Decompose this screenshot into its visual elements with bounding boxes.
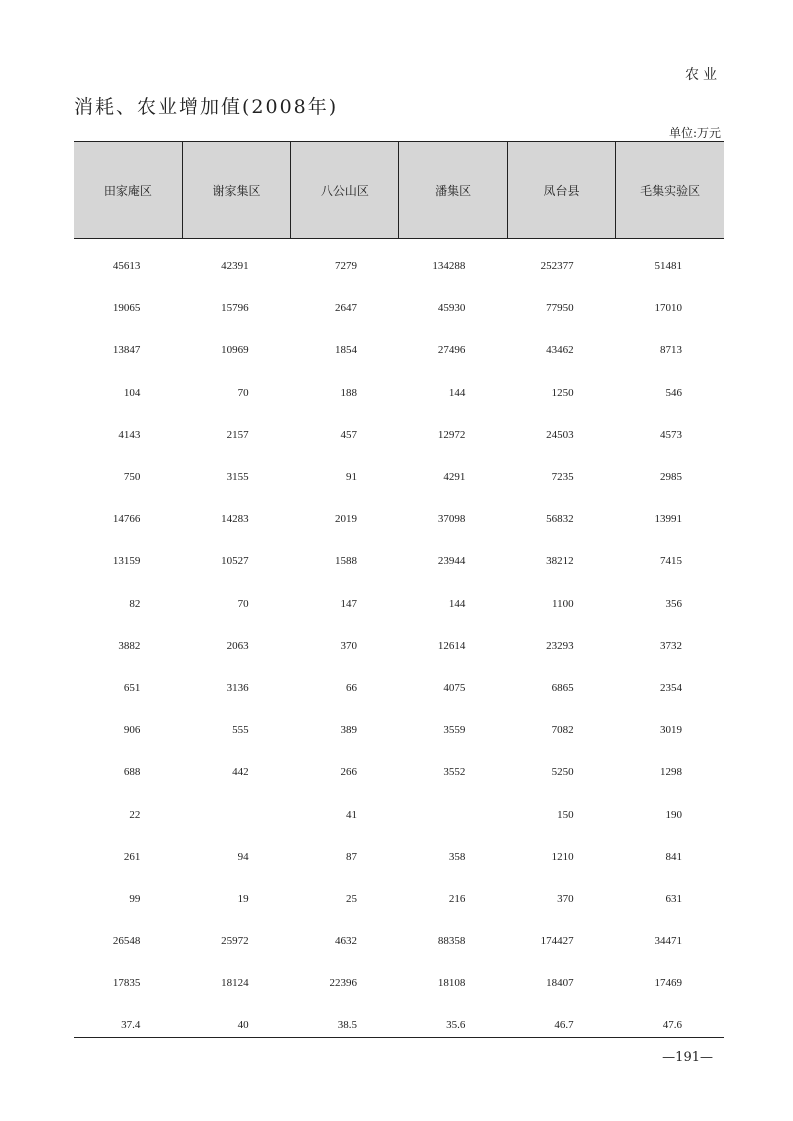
table-cell: 43462 bbox=[546, 344, 574, 357]
table-cell: 70 bbox=[237, 386, 249, 399]
table-cell: 3019 bbox=[660, 724, 682, 737]
column-header: 凤台县 bbox=[507, 142, 615, 239]
table-cell: 42391 bbox=[221, 260, 249, 273]
table-cell: 23944 bbox=[437, 555, 466, 568]
table-cell: 34471 bbox=[654, 935, 682, 948]
table-cell: 47.6 bbox=[662, 1019, 682, 1032]
table-cell: 2354 bbox=[660, 681, 682, 694]
table-cell: 23293 bbox=[546, 639, 574, 652]
table-cell: 174427 bbox=[540, 935, 574, 948]
table-row bbox=[74, 836, 724, 878]
table-cell: 2019 bbox=[334, 513, 357, 526]
table-row bbox=[74, 498, 724, 540]
table-cell: 24503 bbox=[546, 428, 574, 441]
table-cell: 7415 bbox=[660, 555, 682, 568]
table-cell: 555 bbox=[232, 724, 249, 737]
table-row bbox=[74, 920, 724, 962]
table-row bbox=[74, 456, 724, 498]
table-cell: 389 bbox=[340, 724, 357, 737]
table-cell: 688 bbox=[123, 766, 141, 779]
table-cell bbox=[399, 793, 507, 835]
table-cell: 3155 bbox=[226, 471, 249, 484]
section-label: 农业 bbox=[685, 67, 721, 83]
table-cell: 457 bbox=[340, 428, 357, 441]
table-row bbox=[74, 625, 724, 667]
table-cell: 1100 bbox=[552, 597, 574, 610]
unit-label: 单位:万元 bbox=[668, 126, 721, 140]
table-cell: 17835 bbox=[112, 977, 141, 990]
column-header: 毛集实验区 bbox=[616, 142, 724, 239]
table-cell: 15796 bbox=[221, 302, 249, 315]
table-cell: 45613 bbox=[112, 260, 141, 273]
table-cell: 12972 bbox=[437, 428, 466, 441]
table-cell: 38212 bbox=[546, 555, 574, 568]
table-cell: 25972 bbox=[221, 935, 249, 948]
table-row bbox=[74, 1004, 724, 1046]
table-cell: 10527 bbox=[221, 555, 249, 568]
table-cell: 8713 bbox=[660, 344, 682, 357]
column-header: 谢家集区 bbox=[182, 142, 290, 239]
table-row bbox=[74, 239, 724, 288]
table-cell: 5250 bbox=[551, 766, 574, 779]
table-cell: 1298 bbox=[660, 766, 682, 779]
table-cell: 2157 bbox=[226, 428, 249, 441]
table-cell: 10969 bbox=[221, 344, 249, 357]
bottom-rule bbox=[74, 1037, 724, 1038]
table-cell: 150 bbox=[557, 808, 574, 821]
table-cell: 442 bbox=[232, 766, 249, 779]
table-row bbox=[74, 540, 724, 582]
table-row bbox=[74, 287, 724, 329]
table-cell: 13159 bbox=[112, 555, 141, 568]
table-cell: 1854 bbox=[334, 344, 357, 357]
table-cell: 19 bbox=[237, 892, 249, 905]
table-cell: 41 bbox=[345, 808, 357, 821]
table-cell: 22 bbox=[129, 808, 141, 821]
table-cell: 1588 bbox=[334, 555, 357, 568]
table-cell: 190 bbox=[665, 808, 682, 821]
table-cell: 7082 bbox=[551, 724, 574, 737]
table-cell: 1250 bbox=[551, 386, 574, 399]
table-cell: 45930 bbox=[437, 302, 466, 315]
table-cell: 7235 bbox=[551, 471, 574, 484]
table-cell: 3732 bbox=[660, 639, 682, 652]
table-cell: 6865 bbox=[551, 681, 574, 694]
table-row bbox=[74, 583, 724, 625]
table-row bbox=[74, 329, 724, 371]
table-body bbox=[74, 239, 724, 1047]
table-cell: 144 bbox=[448, 386, 466, 399]
table-cell: 37098 bbox=[437, 513, 466, 526]
table-cell: 2985 bbox=[660, 471, 682, 484]
table-cell: 77950 bbox=[546, 302, 574, 315]
table-cell: 147 bbox=[340, 597, 357, 610]
table-cell: 25 bbox=[345, 892, 357, 905]
table-cell: 19065 bbox=[112, 302, 141, 315]
table-cell: 261 bbox=[123, 850, 141, 863]
table-cell: 4573 bbox=[660, 428, 682, 441]
table-cell: 13991 bbox=[654, 513, 682, 526]
table-cell: 651 bbox=[123, 681, 141, 694]
column-header: 潘集区 bbox=[399, 142, 507, 239]
table-cell: 18108 bbox=[437, 977, 466, 990]
header-row bbox=[74, 142, 724, 239]
table-cell: 750 bbox=[123, 471, 141, 484]
table-cell: 144 bbox=[448, 597, 466, 610]
table-row bbox=[74, 372, 724, 414]
table-row bbox=[74, 751, 724, 793]
table-cell: 841 bbox=[665, 850, 682, 863]
table-cell: 38.5 bbox=[337, 1019, 357, 1032]
page-title: 消耗、农业增加值(2008年) bbox=[74, 96, 339, 118]
table-cell: 252377 bbox=[540, 260, 574, 273]
table-cell: 216 bbox=[448, 892, 466, 905]
table-cell: 3136 bbox=[226, 681, 249, 694]
table-cell: 3882 bbox=[118, 639, 141, 652]
table-row bbox=[74, 414, 724, 456]
table-cell: 18407 bbox=[546, 977, 574, 990]
table-cell: 56832 bbox=[546, 513, 574, 526]
table-cell: 4143 bbox=[118, 428, 141, 441]
data-table bbox=[74, 141, 724, 1047]
table-row bbox=[74, 793, 724, 835]
table-cell: 37.4 bbox=[121, 1019, 141, 1032]
table-cell: 22396 bbox=[329, 977, 357, 990]
table-cell: 1210 bbox=[551, 850, 574, 863]
table-cell: 88358 bbox=[437, 935, 466, 948]
table-cell: 26548 bbox=[112, 935, 141, 948]
table-cell: 14766 bbox=[112, 513, 141, 526]
table-cell: 7279 bbox=[334, 260, 357, 273]
table-cell: 18124 bbox=[221, 977, 249, 990]
table-cell bbox=[182, 793, 290, 835]
table-cell: 546 bbox=[665, 386, 682, 399]
table-cell: 4075 bbox=[443, 681, 466, 694]
table-cell: 104 bbox=[123, 386, 141, 399]
table-cell: 82 bbox=[129, 597, 141, 610]
table-cell: 3552 bbox=[443, 766, 466, 779]
table-cell: 12614 bbox=[437, 639, 466, 652]
table-cell: 2063 bbox=[226, 639, 249, 652]
table-cell: 94 bbox=[237, 850, 249, 863]
table-cell: 27496 bbox=[437, 344, 466, 357]
column-header: 田家庵区 bbox=[74, 142, 182, 239]
table-row bbox=[74, 667, 724, 709]
table-cell: 40 bbox=[237, 1019, 249, 1032]
table-cell: 3559 bbox=[443, 724, 466, 737]
table-cell: 99 bbox=[129, 892, 141, 905]
table-cell: 51481 bbox=[654, 260, 682, 273]
column-header: 八公山区 bbox=[291, 142, 399, 239]
table-cell: 4291 bbox=[443, 471, 466, 484]
page-number: —191— bbox=[662, 1050, 713, 1065]
table-cell: 370 bbox=[340, 639, 357, 652]
table-row bbox=[74, 709, 724, 751]
table-cell: 17469 bbox=[654, 977, 682, 990]
table-cell: 91 bbox=[345, 471, 357, 484]
table-cell: 631 bbox=[665, 892, 682, 905]
table-cell: 66 bbox=[345, 681, 357, 694]
table-row bbox=[74, 878, 724, 920]
table-cell: 906 bbox=[123, 724, 141, 737]
table-cell: 266 bbox=[340, 766, 357, 779]
table-cell: 13847 bbox=[112, 344, 141, 357]
table-cell: 17010 bbox=[654, 302, 682, 315]
table-cell: 87 bbox=[345, 850, 357, 863]
table-cell: 2647 bbox=[334, 302, 357, 315]
table-cell: 14283 bbox=[221, 513, 249, 526]
table-cell: 188 bbox=[340, 386, 357, 399]
table-cell: 46.7 bbox=[554, 1019, 574, 1032]
table-row bbox=[74, 962, 724, 1004]
table-cell: 35.6 bbox=[446, 1019, 466, 1032]
table-cell: 356 bbox=[665, 597, 682, 610]
table-cell: 358 bbox=[448, 850, 466, 863]
table-cell: 4632 bbox=[334, 935, 357, 948]
table-cell: 70 bbox=[237, 597, 249, 610]
table-cell: 134288 bbox=[432, 260, 466, 273]
table-cell: 370 bbox=[557, 892, 574, 905]
